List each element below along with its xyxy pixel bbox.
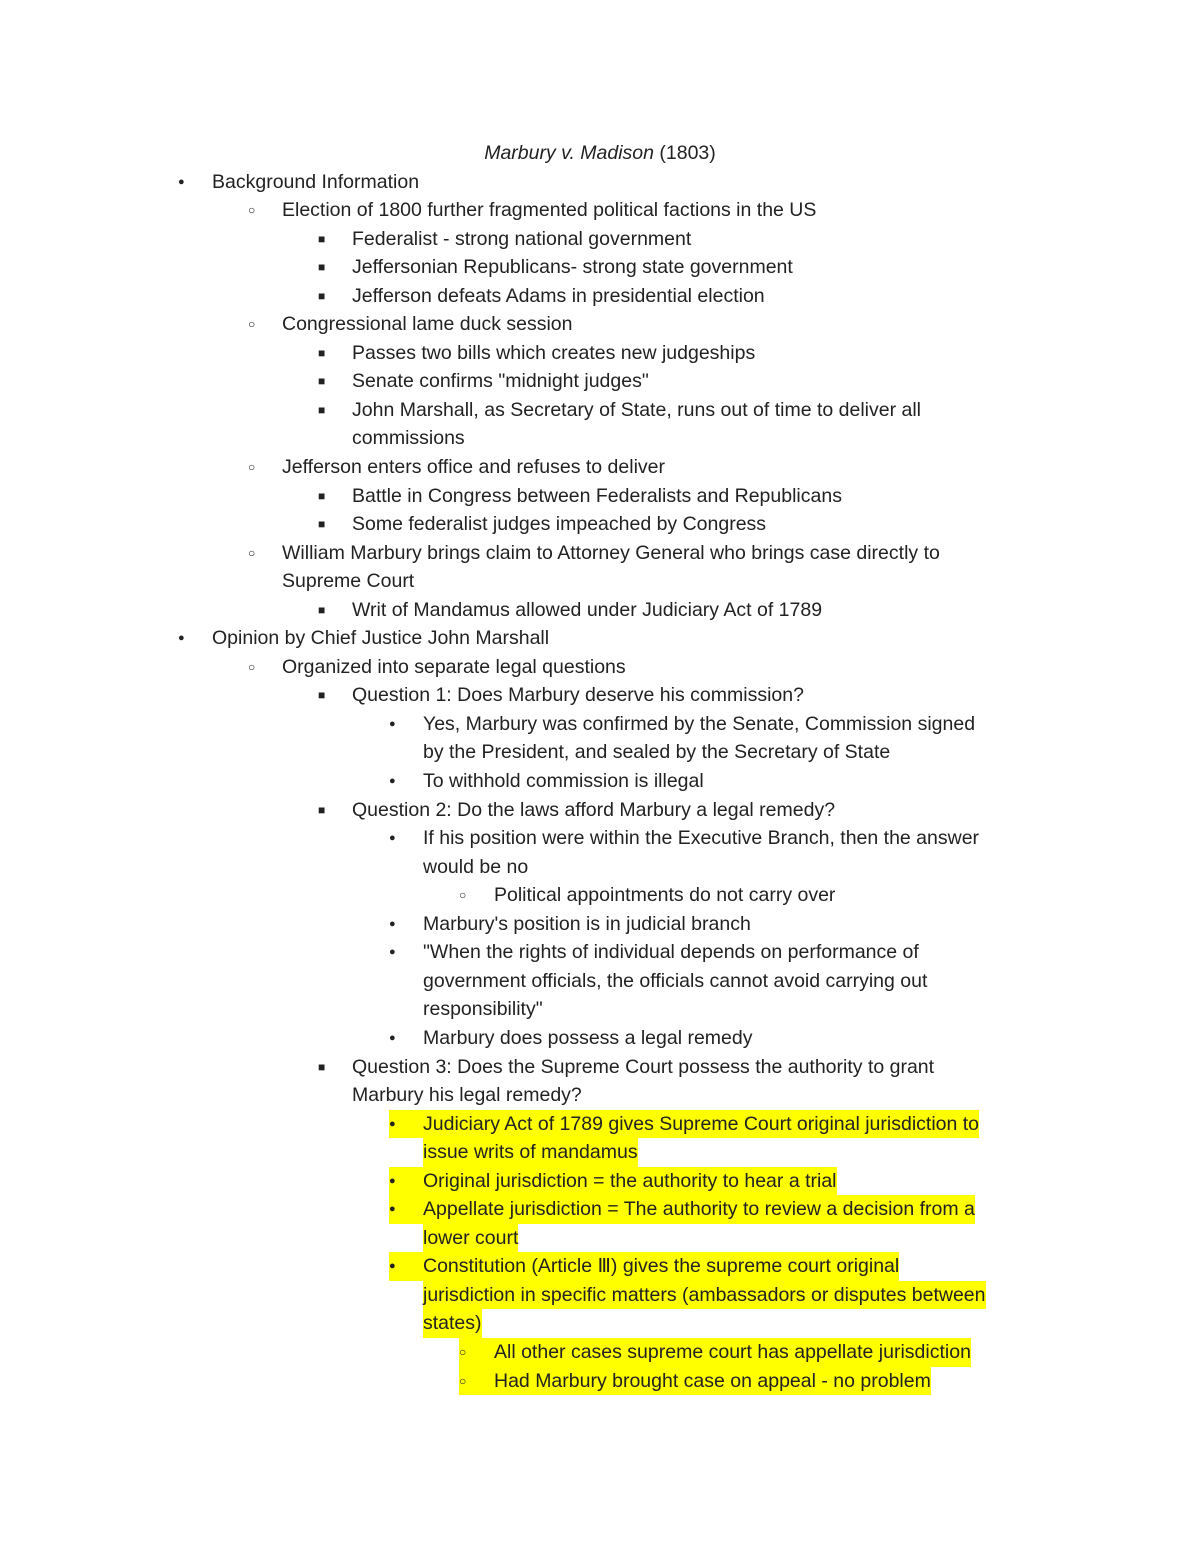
list-item-text: Congressional lame duck session [282,313,573,336]
list-item [0,653,1200,682]
list-item-text: To withhold commission is illegal [423,770,704,793]
filled-circle-bullet-icon: ● [389,832,396,845]
list-item-continuation [0,967,1200,996]
list-item [0,881,1200,910]
list-item-text: Appellate jurisdiction = The authority to review a decision from a [423,1195,975,1224]
square-bullet-icon: ■ [318,345,326,360]
list-item [0,710,1200,739]
list-item-continuation [0,1138,1200,1167]
square-bullet-icon: ■ [318,517,326,532]
filled-circle-bullet-icon: ● [178,175,185,188]
filled-circle-bullet-icon: ● [389,1031,396,1044]
list-item [0,168,1200,197]
list-item-text: Marbury his legal remedy? [352,1084,582,1107]
case-year: (1803) [659,142,716,164]
list-item-text: Political appointments do not carry over [494,884,836,907]
list-item-continuation [0,853,1200,882]
filled-circle-bullet-icon: ● [389,775,396,788]
list-item-text: Question 3: Does the Supreme Court possess the authority to grant [352,1055,935,1078]
square-bullet-icon: ■ [318,231,326,246]
list-item [0,796,1200,825]
list-item-text: Marbury's position is in judicial branch [423,912,751,935]
filled-circle-bullet-icon: ● [178,632,185,645]
square-bullet-icon: ■ [318,288,326,303]
list-item-text: Some federalist judges impeached by Congress [352,513,767,536]
list-item [0,367,1200,396]
list-item-text: All other cases supreme court has appellate jurisdiction [494,1338,971,1367]
list-item-text: Jeffersonian Republicans- strong state government [352,256,793,279]
list-item [0,396,1200,425]
list-item-text: states) [423,1309,482,1338]
list-item-text: Writ of Mandamus allowed under Judiciary Act of 1789 [352,598,823,621]
filled-circle-bullet-icon: ● [389,917,396,930]
square-bullet-icon: ■ [318,260,326,275]
list-item-continuation [0,995,1200,1024]
list-item-text: John Marshall, as Secretary of State, runs out of time to deliver all [352,398,922,421]
list-item-continuation [0,1224,1200,1253]
hollow-circle-bullet-icon: ○ [459,888,467,903]
list-item-text: Marbury does possess a legal remedy [423,1026,753,1049]
list-item-text: jurisdiction in specific matters (ambassadors or disputes between [423,1281,986,1310]
list-item [0,681,1200,710]
square-bullet-icon: ■ [318,402,326,417]
list-item [0,225,1200,254]
list-item-text: Had Marbury brought case on appeal - no problem [494,1367,931,1396]
list-item [0,196,1200,225]
list-item [0,339,1200,368]
list-item [0,1195,1200,1224]
document-title [0,139,1200,168]
list-item [0,624,1200,653]
list-item-text: Passes two bills which creates new judgeships [352,341,756,364]
list-item-text: If his position were within the Executive Branch, then the answer [423,827,980,850]
list-item-text: Question 2: Do the laws afford Marbury a legal remedy? [352,798,836,821]
list-item [0,453,1200,482]
list-item-text: issue writs of mandamus [423,1138,638,1167]
square-bullet-icon: ■ [318,488,326,503]
hollow-circle-bullet-icon: ○ [248,317,256,332]
hollow-circle-bullet-icon: ○ [248,460,256,475]
list-item [0,1252,1200,1281]
hollow-circle-bullet-icon: ○ [459,1367,494,1396]
filled-circle-bullet-icon: ● [389,1195,423,1224]
filled-circle-bullet-icon: ● [389,717,396,730]
list-item-text: would be no [423,855,529,878]
list-item [0,253,1200,282]
list-item [0,824,1200,853]
square-bullet-icon: ■ [318,602,326,617]
list-item-text: Jefferson enters office and refuses to deliver [282,456,666,479]
list-item-text: by the President, and sealed by the Secretary of State [423,741,891,764]
list-item [0,1167,1200,1196]
list-item [0,510,1200,539]
list-item-text: Organized into separate legal questions [282,655,626,678]
list-item-continuation [0,567,1200,596]
list-item-continuation [0,1281,1200,1310]
list-item-text: Question 1: Does Marbury deserve his commission? [352,684,804,707]
list-item-continuation [0,1309,1200,1338]
list-item-continuation [0,424,1200,453]
list-item-continuation [0,738,1200,767]
list-item [0,282,1200,311]
list-item [0,1338,1200,1367]
list-item [0,1367,1200,1396]
list-item [0,1053,1200,1082]
list-item-text: Original jurisdiction = the authority to hear a trial [423,1167,837,1196]
list-item-text: Judiciary Act of 1789 gives Supreme Court original jurisdiction to [423,1110,979,1139]
list-item [0,910,1200,939]
hollow-circle-bullet-icon: ○ [459,1338,494,1367]
list-item [0,1024,1200,1053]
document-body [0,139,1200,1395]
list-item [0,539,1200,568]
list-item [0,767,1200,796]
list-item-continuation [0,1081,1200,1110]
square-bullet-icon: ■ [318,802,326,817]
list-item-text: Supreme Court [282,570,415,593]
filled-circle-bullet-icon: ● [389,1110,423,1139]
list-item-text: Federalist - strong national government [352,227,692,250]
list-item-text: commissions [352,427,465,450]
filled-circle-bullet-icon: ● [389,1252,423,1281]
list-item [0,482,1200,511]
list-item-text: Constitution (Article Ⅲ) gives the supreme court original [423,1252,899,1281]
case-name: Marbury v. Madison [484,142,654,164]
filled-circle-bullet-icon: ● [389,1167,423,1196]
square-bullet-icon: ■ [318,1059,326,1074]
filled-circle-bullet-icon: ● [389,946,396,959]
list-item-text: Background Information [212,170,420,193]
hollow-circle-bullet-icon: ○ [248,203,256,218]
hollow-circle-bullet-icon: ○ [248,545,256,560]
list-item-text: lower court [423,1224,518,1253]
list-item-text: government officials, the officials cannot avoid carrying out [423,969,928,992]
hollow-circle-bullet-icon: ○ [248,659,256,674]
list-item-text: Yes, Marbury was confirmed by the Senate, Commission signed [423,712,976,735]
list-item [0,1110,1200,1139]
list-item-text: Opinion by Chief Justice John Marshall [212,627,550,650]
list-item-text: William Marbury brings claim to Attorney General who brings case directly to [282,541,940,564]
square-bullet-icon: ■ [318,374,326,389]
list-item [0,596,1200,625]
list-item-text: Jefferson defeats Adams in presidential election [352,284,765,307]
square-bullet-icon: ■ [318,688,326,703]
list-item [0,310,1200,339]
list-item-text: Battle in Congress between Federalists and Republicans [352,484,842,507]
list-item-text: Election of 1800 further fragmented political factions in the US [282,199,817,222]
list-item-text: responsibility" [423,998,543,1021]
list-item-text: "When the rights of individual depends on performance of [423,941,919,964]
list-item-text: Senate confirms "midnight judges" [352,370,649,393]
list-item [0,938,1200,967]
